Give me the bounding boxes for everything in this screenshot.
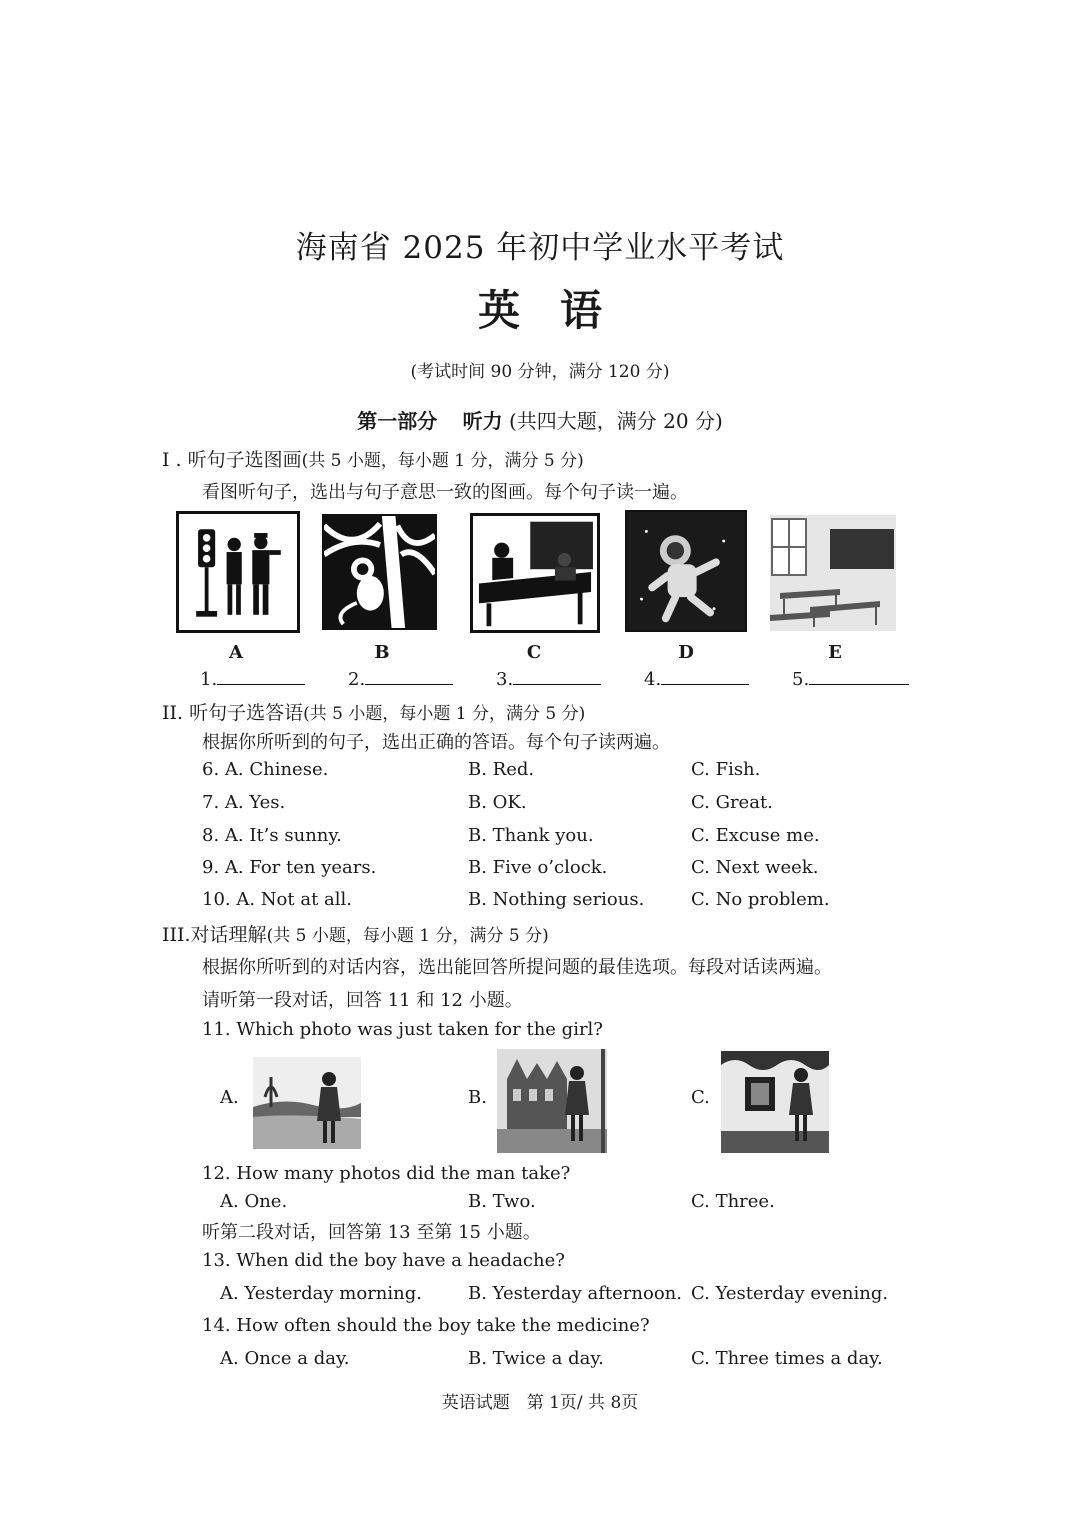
q9-option-b[interactable]: B. Five o’clock. xyxy=(468,857,608,878)
q11-text: 11. Which photo was just taken for the girl? xyxy=(202,1019,603,1040)
blank-number: 4. xyxy=(644,669,662,690)
q7-option-c[interactable]: C. Great. xyxy=(691,792,773,813)
q6-option-b[interactable]: B. Red. xyxy=(468,759,535,780)
astronaut-icon xyxy=(625,510,747,632)
section3-instruction: 根据你所听到的对话内容，选出能回答所提问题的最佳选项。每段对话读两遍。 xyxy=(202,957,832,978)
q14-option-b[interactable]: B. Twice a day. xyxy=(468,1348,604,1369)
part1-topic: 听力 xyxy=(462,409,503,433)
exam-title: 海南省 2025 年初中学业水平考试 xyxy=(295,230,785,266)
q14-option-c[interactable]: C. Three times a day. xyxy=(691,1348,883,1369)
answer-blank-2[interactable] xyxy=(348,669,453,690)
section2-heading xyxy=(162,698,585,725)
picture-label-a: A xyxy=(229,642,243,663)
q10-option-b[interactable]: B. Nothing serious. xyxy=(468,889,645,910)
blank-number: 3. xyxy=(496,669,514,690)
picture-label-c: C xyxy=(526,642,542,663)
q6-option-a[interactable]: 6. A. Chinese. xyxy=(202,759,329,780)
section2-title: II. 听句子选答语 xyxy=(162,702,304,724)
q12-option-c[interactable]: C. Three. xyxy=(691,1191,775,1212)
part1-name: 第一部分 xyxy=(357,409,438,433)
painting-photo-icon[interactable] xyxy=(721,1051,829,1153)
answer-blank-3[interactable] xyxy=(496,669,601,690)
section1-heading xyxy=(162,445,584,472)
blank-line xyxy=(217,683,305,685)
q10-option-a[interactable]: 10. A. Not at all. xyxy=(202,889,352,910)
blank-number: 2. xyxy=(348,669,366,690)
q8-option-c[interactable]: C. Excuse me. xyxy=(691,825,820,846)
q12-text: 12. How many photos did the man take? xyxy=(202,1163,571,1184)
q8-option-a[interactable]: 8. A. It’s sunny. xyxy=(202,825,342,846)
building-photo-icon[interactable] xyxy=(497,1049,607,1153)
section3-title: III.对话理解 xyxy=(162,924,267,946)
q9-option-c[interactable]: C. Next week. xyxy=(691,857,819,878)
subject-title: 英语 xyxy=(477,286,642,335)
section1-instruction: 看图听句子，选出与句子意思一致的图画。每个句子读一遍。 xyxy=(202,482,688,503)
q14-text: 14. How often should the boy take the medicine? xyxy=(202,1315,650,1336)
part1-note: (共四大题，满分 20 分) xyxy=(509,409,723,433)
dialog1-instruction: 请听第一段对话，回答 11 和 12 小题。 xyxy=(202,990,523,1011)
traffic-light-people-icon xyxy=(176,511,300,633)
blank-line xyxy=(809,683,909,685)
answer-blank-5[interactable] xyxy=(792,669,909,690)
page-footer: 英语试题 第 1页/ 共 8页 xyxy=(441,1393,639,1413)
blank-number: 1. xyxy=(200,669,218,690)
q12-option-a[interactable]: A. One. xyxy=(220,1191,288,1212)
q11-option-a-label[interactable]: A. xyxy=(220,1087,239,1108)
blank-line xyxy=(661,683,749,685)
q10-option-c[interactable]: C. No problem. xyxy=(691,889,830,910)
section2-note: (共 5 小题，每小题 1 分，满分 5 分) xyxy=(303,704,586,724)
section3-note: (共 5 小题，每小题 1 分，满分 5 分) xyxy=(266,926,549,946)
dialog2-instruction: 听第二段对话，回答第 13 至第 15 小题。 xyxy=(202,1222,541,1243)
q8-option-b[interactable]: B. Thank you. xyxy=(468,825,594,846)
section2-instruction: 根据你所听到的句子，选出正确的答语。每个句子读两遍。 xyxy=(202,732,670,753)
q12-option-b[interactable]: B. Two. xyxy=(468,1191,536,1212)
answer-blank-1[interactable] xyxy=(200,669,305,690)
q13-option-c[interactable]: C. Yesterday evening. xyxy=(691,1283,889,1304)
q9-option-a[interactable]: 9. A. For ten years. xyxy=(202,857,377,878)
q13-option-b[interactable]: B. Yesterday afternoon. xyxy=(468,1283,682,1304)
q11-option-b-label[interactable]: B. xyxy=(468,1087,487,1108)
section3-heading xyxy=(162,920,549,947)
q6-option-c[interactable]: C. Fish. xyxy=(691,759,761,780)
blank-number: 5. xyxy=(792,669,810,690)
section1-title: I . 听句子选图画 xyxy=(162,449,302,471)
blank-line xyxy=(365,683,453,685)
beach-photo-icon[interactable] xyxy=(253,1057,361,1149)
picture-label-b: B xyxy=(374,642,390,663)
q11-option-c-label[interactable]: C. xyxy=(691,1087,710,1108)
blank-line xyxy=(513,683,601,685)
picture-label-e: E xyxy=(828,642,842,663)
classroom-icon xyxy=(770,515,896,631)
picture-label-d: D xyxy=(678,642,694,663)
exam-info: (考试时间 90 分钟，满分 120 分) xyxy=(410,362,670,382)
q13-option-a[interactable]: A. Yesterday morning. xyxy=(220,1283,422,1304)
part1-heading xyxy=(0,405,1080,434)
section1-note: (共 5 小题，每小题 1 分，满分 5 分) xyxy=(301,451,584,471)
ping-pong-icon xyxy=(470,513,600,633)
q13-text: 13. When did the boy have a headache? xyxy=(202,1250,565,1271)
monkey-tree-icon xyxy=(322,514,437,630)
q7-option-b[interactable]: B. OK. xyxy=(468,792,527,813)
q14-option-a[interactable]: A. Once a day. xyxy=(220,1348,350,1369)
q7-option-a[interactable]: 7. A. Yes. xyxy=(202,792,286,813)
answer-blank-4[interactable] xyxy=(644,669,749,690)
